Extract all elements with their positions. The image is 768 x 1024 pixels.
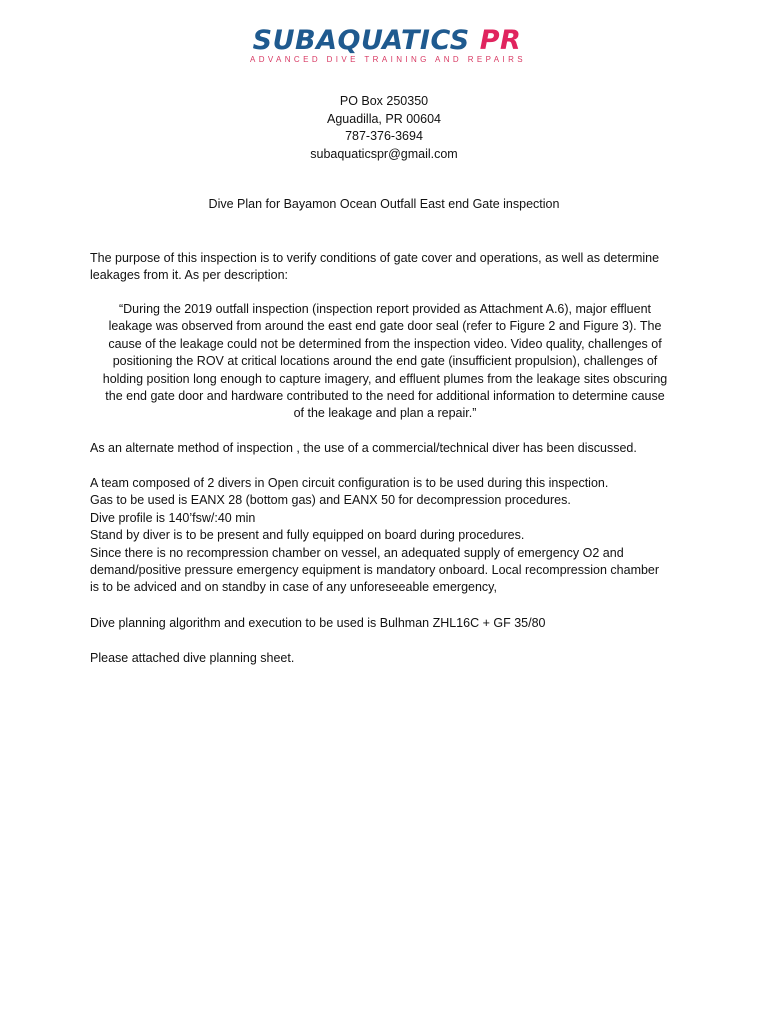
quote-line: of the leakage and plan a repair.” (293, 406, 477, 421)
algorithm-paragraph: Dive planning algorithm and execution to be used is Bulhman ZHL16C + GF 35/80 (90, 616, 546, 630)
logo-tagline: ADVANCED DIVE TRAINING AND REPAIRS (249, 55, 527, 64)
team-line: Since there is no recompression chamber on vessel, an adequated supply of emergency O2 and (90, 545, 624, 560)
document-title: Dive Plan for Bayamon Ocean Outfall East end Gate inspection (208, 197, 560, 211)
purpose-line: The purpose of this inspection is to verify conditions of gate cover and operations, as well as determine (90, 251, 660, 265)
quote-line: cause of the leakage could not be determined from the inspection video. Video quality, challenges of (108, 336, 662, 351)
quoted-description (88, 301, 682, 423)
team-line: is to be adviced and on standby in case of any unforeseeable emergency, (90, 580, 497, 595)
quote-line: leakage was observed from around the east end gate door seal (refer to Figure 2 and Figure 3). The (108, 319, 662, 334)
logo-wordmark (253, 26, 522, 56)
quote-line: the end gate door and hardware contributed to the need for additional information to determine cause (105, 389, 665, 404)
purpose-line: leakages from it. As per description: (90, 268, 289, 283)
team-line: Stand by diver is to be present and fully equipped on board during procedures. (90, 528, 525, 543)
city-line: Aguadilla, PR 00604 (327, 111, 441, 126)
closing-paragraph: Please attached dive planning sheet. (90, 651, 295, 665)
company-logo (0, 26, 768, 65)
quote-line: holding position long enough to capture imagery, and effluent plumes from the leakage sites obscuring (102, 371, 668, 386)
team-line: Gas to be used is EANX 28 (bottom gas) and EANX 50 for decompression procedures. (90, 493, 571, 508)
alternate-method-paragraph: As an alternate method of inspection , the use of a commercial/technical diver has been discussed. (90, 441, 637, 455)
purpose-paragraph (90, 250, 680, 285)
team-line: Dive profile is 140’fsw/:40 min (90, 510, 256, 525)
address-block (0, 93, 768, 163)
team-line: demand/positive pressure emergency equipment is mandatory onboard. Local recompression chamber (90, 563, 660, 578)
team-line: A team composed of 2 divers in Open circuit configuration is to be used during this inspection. (90, 476, 609, 490)
logo-name: SUBAQUATICS (252, 25, 470, 56)
email-address: subaquaticspr@gmail.com (310, 146, 458, 161)
logo-suffix: PR (479, 25, 522, 56)
quote-line: positioning the ROV at critical locations around the end gate (insufficient propulsion), challenges of (112, 354, 658, 369)
quote-line: “During the 2019 outfall inspection (inspection report provided as Attachment A.6), major effluent (118, 302, 652, 316)
phone-number: 787-376-3694 (345, 129, 423, 143)
po-box: PO Box 250350 (339, 94, 429, 108)
team-paragraph (90, 475, 680, 597)
